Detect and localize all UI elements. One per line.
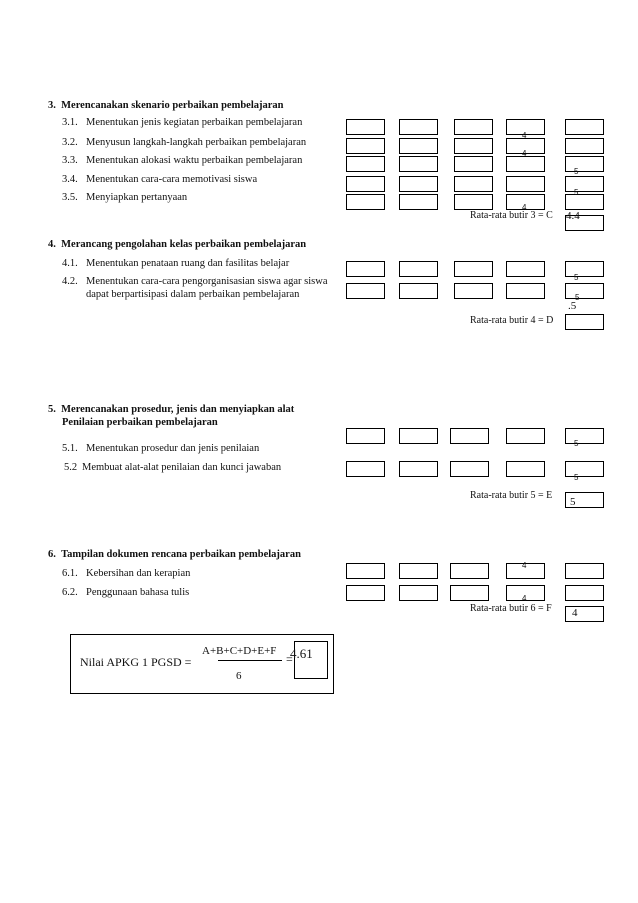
score-box[interactable] [506, 176, 545, 192]
score-box[interactable] [454, 156, 493, 172]
item-4-1: 4.1. Menentukan penataan ruang dan fasilitas belajar [62, 258, 290, 269]
score-box[interactable] [399, 261, 438, 277]
score-mark: 4 [522, 131, 527, 140]
item-6-2: 6.2. Penggunaan bahasa tulis [62, 587, 190, 598]
score-box[interactable] [565, 283, 604, 299]
score-box[interactable] [454, 283, 493, 299]
average-label-3: Rata-rata butir 3 = C [470, 210, 553, 221]
score-mark: 5 [574, 167, 579, 176]
score-box[interactable] [506, 261, 545, 277]
section-3-title: 3. Merencanakan skenario perbaikan pembelajaran [48, 100, 284, 111]
score-box[interactable] [454, 138, 493, 154]
score-box[interactable] [565, 563, 604, 579]
average-label-5: Rata-rata butir 5 = E [470, 490, 553, 501]
score-box[interactable] [450, 563, 489, 579]
score-box[interactable] [346, 156, 385, 172]
average-value-6: 4 [572, 607, 578, 619]
score-box[interactable] [399, 194, 438, 210]
item-3-5: 3.5. Menyiapkan pertanyaan [62, 192, 188, 203]
formula-numerator: A+B+C+D+E+F [202, 645, 277, 657]
score-box[interactable] [565, 194, 604, 210]
formula-equals: = [286, 652, 293, 666]
formula-fraction-line [218, 660, 282, 661]
score-box[interactable] [399, 461, 438, 477]
score-box[interactable] [454, 176, 493, 192]
score-box[interactable] [346, 261, 385, 277]
score-box[interactable] [565, 428, 604, 444]
score-box[interactable] [346, 194, 385, 210]
section-6-title: 6. Tampilan dokumen rencana perbaikan pembelajaran [48, 549, 301, 560]
score-mark: 5 [575, 293, 580, 302]
score-box[interactable] [565, 585, 604, 601]
score-mark: 4 [522, 561, 527, 570]
final-score-label: Nilai APKG 1 PGSD = [80, 655, 192, 669]
score-box[interactable] [454, 119, 493, 135]
item-4-2: 4.2. Menentukan cara-cara pengorganisasian siswa agar siswa [62, 276, 328, 287]
formula-denominator: 6 [236, 670, 242, 682]
score-box[interactable] [450, 428, 489, 444]
average-box-6 [565, 606, 604, 622]
score-mark: 5 [574, 188, 579, 197]
score-box[interactable] [399, 428, 438, 444]
average-value-4: .5 [568, 300, 577, 312]
average-value-5: 5 [570, 496, 576, 508]
item-3-1: 3.1. Menentukan jenis kegiatan perbaikan pembelajaran [62, 117, 303, 128]
item-5-2: 5.2 Membuat alat-alat penilaian dan kunci jawaban [64, 462, 282, 473]
score-box[interactable] [454, 194, 493, 210]
average-box-4 [565, 314, 604, 330]
score-box[interactable] [565, 156, 604, 172]
score-box[interactable] [565, 261, 604, 277]
score-box[interactable] [454, 261, 493, 277]
score-box[interactable] [346, 563, 385, 579]
score-box[interactable] [450, 585, 489, 601]
score-mark: 5 [574, 439, 579, 448]
score-box[interactable] [506, 461, 545, 477]
item-3-4: 3.4. Menentukan cara-cara memotivasi siswa [62, 174, 258, 185]
score-box[interactable] [450, 461, 489, 477]
score-box[interactable] [399, 585, 438, 601]
score-box[interactable] [506, 156, 545, 172]
score-mark: 5 [574, 273, 579, 282]
score-box[interactable] [565, 176, 604, 192]
average-label-4: Rata-rata butir 4 = D [470, 315, 554, 326]
item-6-1: 6.1. Kebersihan dan kerapian [62, 568, 191, 579]
score-box[interactable] [346, 461, 385, 477]
score-box[interactable] [399, 119, 438, 135]
section-4-title: 4. Merancang pengolahan kelas perbaikan pembelajaran [48, 239, 307, 250]
score-mark: 4 [522, 594, 527, 603]
item-3-2: 3.2. Menyusun langkah-langkah perbaikan pembelajaran [62, 137, 307, 148]
score-box[interactable] [399, 138, 438, 154]
score-mark: 4 [522, 203, 527, 212]
score-box[interactable] [399, 176, 438, 192]
score-box[interactable] [506, 428, 545, 444]
score-mark: 4 [522, 149, 527, 158]
item-3-3: 3.3. Menentukan alokasi waktu perbaikan pembelajaran [62, 155, 303, 166]
average-value-3: 4.4 [566, 210, 580, 222]
score-box[interactable] [565, 461, 604, 477]
score-box[interactable] [346, 176, 385, 192]
score-mark: 5 [574, 473, 579, 482]
score-box[interactable] [506, 283, 545, 299]
score-box[interactable] [399, 283, 438, 299]
score-box[interactable] [346, 585, 385, 601]
score-box[interactable] [565, 119, 604, 135]
score-box[interactable] [346, 283, 385, 299]
final-result-value: 4.61 [290, 646, 313, 661]
section-5-title: 5. Merencanakan prosedur, jenis dan menyiapkan alat [48, 404, 295, 415]
item-5-1: 5.1. Menentukan prosedur dan jenis penilaian [62, 443, 260, 454]
item-4-2-continued: dapat berpartisipasi dalam perbaikan pembelajaran [86, 289, 300, 300]
section-5-title-continued: Penilaian perbaikan pembelajaran [62, 417, 218, 428]
score-box[interactable] [346, 119, 385, 135]
score-box[interactable] [565, 138, 604, 154]
score-box[interactable] [399, 563, 438, 579]
average-label-6: Rata-rata butir 6 = F [470, 603, 552, 614]
score-box[interactable] [346, 428, 385, 444]
score-box[interactable] [346, 138, 385, 154]
score-box[interactable] [399, 156, 438, 172]
